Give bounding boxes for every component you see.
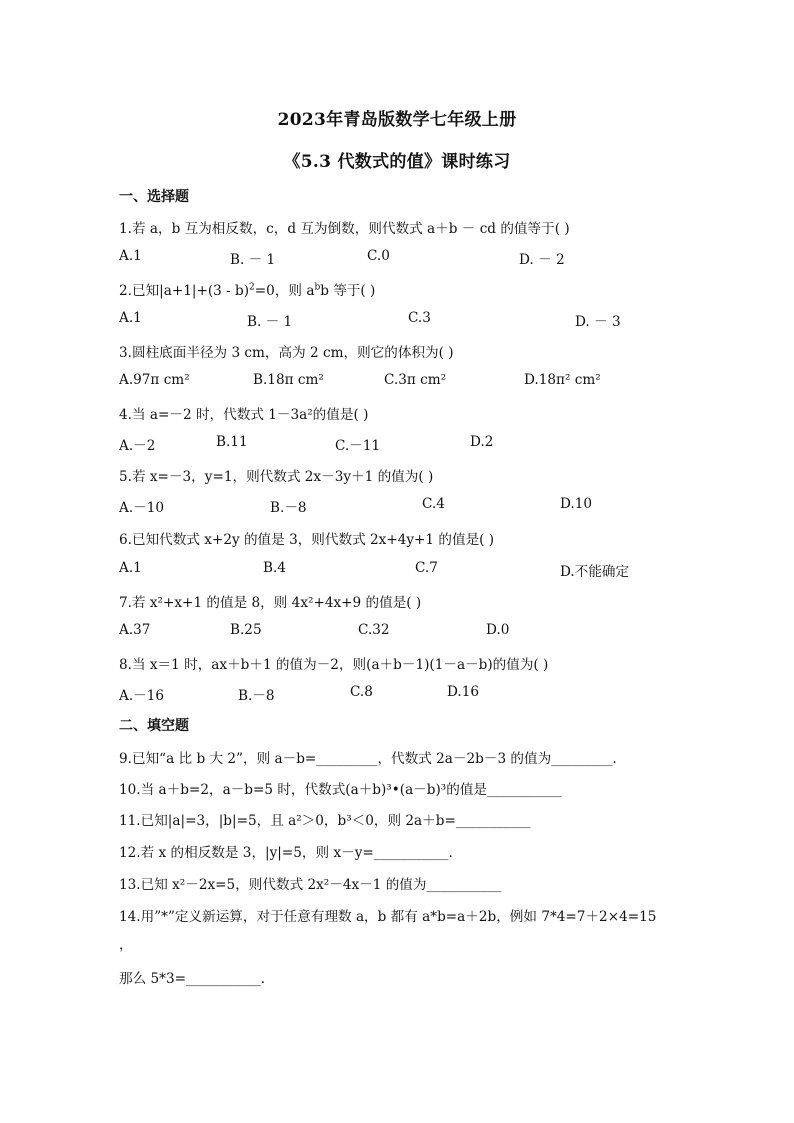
q3-option-d: D.18π² cm² [524,372,601,388]
q7-option-d: D.0 [486,622,510,638]
q8-option-c: C.8 [350,684,373,700]
section-heading-fill: 二、填空题 [119,718,189,734]
question-4: 4.当 a=－2 时，代数式 1－3a²的值是( ) [119,407,369,423]
q6-option-d: D.不能确定 [560,564,630,580]
q6-option-b: B.4 [263,560,286,576]
q1-option-d: D. － 2 [519,252,565,268]
question-10: 10.当 a＋b=2，a－b=5 时，代数式(a＋b)³•(a－b)³的值是___________ [119,782,562,798]
question-9: 9.已知“a 比 b 大 2”，则 a－b=_________，代数式 2a－2b－3 的值为_________. [119,751,617,767]
q4-option-a: A.－2 [119,438,156,454]
q4-option-b: B.11 [216,434,248,450]
question-7: 7.若 x²+x+1 的值是 8，则 4x²+4x+9 的值是( ) [119,595,422,611]
q5-option-b: B.－8 [270,500,307,516]
q1-option-b: B. － 1 [230,252,276,268]
question-5: 5.若 x=－3，y=1，则代数式 2x－3y＋1 的值为( ) [119,469,434,485]
document-title: 2023年青岛版数学七年级上册 [277,110,517,130]
q2-option-b: B. － 1 [247,314,293,330]
q3-option-c: C.3π cm² [384,372,447,388]
q8-option-b: B.－8 [238,688,275,704]
q8-option-d: D.16 [447,684,480,700]
question-14: 14.用”*”定义新运算，对于任意有理数 a，b 都有 a*b=a＋2b，例如 7*4=7＋2×4=15 [119,909,657,925]
q7-option-a: A.37 [119,622,151,638]
q6-option-c: C.7 [415,560,438,576]
q3-option-b: B.18π cm² [253,372,324,388]
question-1: 1.若 a，b 互为相反数，c，d 互为倒数，则代数式 a＋b － cd 的值等于( ) [119,221,570,237]
question-11: 11.已知|a|=3，|b|=5，且 a²＞0，b³＜0，则 2a＋b=___________ [119,813,531,829]
q3-option-a: A.97π cm² [119,372,190,388]
q2-exponent-1: 2 [249,282,255,293]
q4-option-c: C.－11 [335,438,381,454]
q1-option-c: C.0 [367,248,390,264]
question-8: 8.当 x＝1 时，ax＋b＋1 的值为－2，则(a＋b－1)(1－a－b)的值为( ) [119,657,549,673]
question-3: 3.圆柱底面半径为 3 cm，高为 2 cm，则它的体积为( ) [119,345,454,361]
document-subtitle: 《5.3 代数式的值》课时练习 [283,152,511,172]
q5-option-d: D.10 [560,496,593,512]
q4-option-d: D.2 [470,434,494,450]
q7-option-b: B.25 [230,622,262,638]
question-13: 13.已知 x²－2x=5，则代数式 2x²－4x－1 的值为___________ [119,877,502,893]
question-2 [119,279,375,299]
q2-option-c: C.3 [408,310,431,326]
question-14-continuation: ， [119,937,133,953]
question-6: 6.已知代数式 x+2y 的值是 3，则代数式 2x+4y+1 的值是( ) [119,532,495,548]
q2-text-mid: =0，则 a [254,283,315,299]
q2-option-d: D. － 3 [575,314,621,330]
q7-option-c: C.32 [358,622,390,638]
section-heading-choice: 一、选择题 [119,189,189,205]
q8-option-a: A.－16 [119,688,165,704]
q6-option-a: A.1 [119,560,142,576]
question-12: 12.若 x 的相反数是 3，|y|=5，则 x－y=___________. [119,845,453,861]
q2-exponent-2: b [314,282,321,293]
question-14-answer-line: 那么 5*3=___________. [119,971,266,987]
q1-option-a: A.1 [119,248,142,264]
q2-option-a: A.1 [119,310,142,326]
q5-option-a: A.－10 [119,500,165,516]
q5-option-c: C.4 [422,496,445,512]
q2-text-pre: 2.已知|a+1|+(3 - b) [119,283,250,299]
q2-text-post: b 等于( ) [320,283,376,299]
